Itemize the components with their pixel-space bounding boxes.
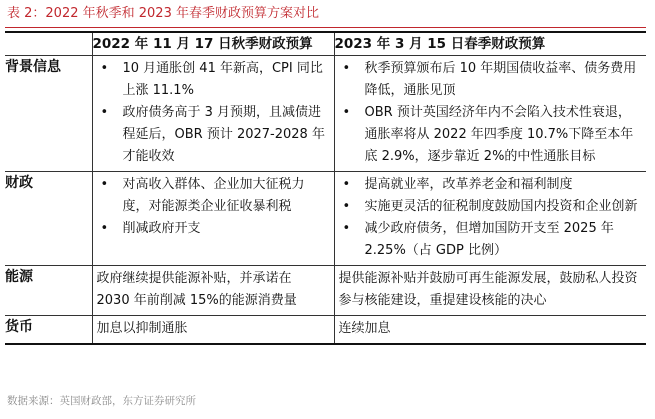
row-label-monetary: 货币 [5,316,92,345]
bullet-icon: • [342,105,351,120]
bullet-icon: • [342,221,351,236]
table-row-monetary [5,316,646,345]
cell-monetary-spring [334,316,646,345]
cell-monetary-autumn [92,316,334,345]
table-row-energy [5,266,646,316]
list-item: • 对高收入群体、企业加大征税力度，对能源类企业征收暴利税 [93,174,334,218]
list-item: • 削减政府开支 [93,218,334,240]
caption-divider [5,27,646,28]
budget-comparison-table [5,31,646,345]
cell-fiscal-autumn [92,172,334,266]
row-label-background: 背景信息 [5,56,92,172]
header-spring-budget: 2023 年 3 月 15 日春季财政预算 [334,32,646,56]
header-row [5,32,646,56]
bullet-icon: • [342,177,351,192]
list-item: • 10 月通胀创 41 年新高，CPI 同比上涨 11.1% [93,58,334,102]
bullet-icon: • [100,221,109,236]
table-row-fiscal [5,172,646,266]
table-row-background [5,56,646,172]
list-item: • OBR 预计英国经济年内不会陷入技术性衰退，通胀率将从 2022 年四季度 10.7%下降至本年底 2.9%，逐步靠近 2%的中性通胀目标 [335,102,647,168]
list-item: • 实施更灵活的征税制度鼓励国内投资和企业创新 [335,196,647,218]
row-label-energy: 能源 [5,266,92,316]
row-label-fiscal: 财政 [5,172,92,266]
table-caption: 表 2：2022 年秋季和 2023 年春季财政预算方案对比 [7,6,319,21]
list-item: • 提高就业率，改革养老金和福利制度 [335,174,647,196]
list-item: • 政府债务高于 3 月预期，且减债进程延后，OBR 预计 2027-2028 年才能收效 [93,102,334,168]
cell-energy-spring [334,266,646,316]
data-source-note: 数据来源：英国财政部，东方证券研究所 [7,395,196,407]
bullet-icon: • [100,105,109,120]
cell-energy-autumn [92,266,334,316]
bullet-icon: • [100,61,109,76]
header-corner-cell [5,32,92,56]
list-item: • 减少政府债务，但增加国防开支至 2025 年 2.25%（占 GDP 比例） [335,218,647,262]
bullet-icon: • [342,199,351,214]
cell-background-spring [334,56,646,172]
cell-text: 连续加息 [338,321,391,336]
list-item: • 秋季预算颁布后 10 年期国债收益率、债务费用降低，通胀见顶 [335,58,647,102]
bullet-icon: • [100,177,109,192]
cell-text: 提供能源补贴并鼓励可再生能源发展，鼓励私人投资参与核能建设，重提建设核能的决心 [338,271,638,308]
header-autumn-budget: 2022 年 11 月 17 日秋季财政预算 [92,32,334,56]
cell-text: 加息以抑制通胀 [96,321,188,336]
cell-background-autumn [92,56,334,172]
bullet-icon: • [342,61,351,76]
cell-fiscal-spring [334,172,646,266]
cell-text: 政府继续提供能源补贴，并承诺在 2030 年前削减 15%的能源消费量 [96,271,297,308]
